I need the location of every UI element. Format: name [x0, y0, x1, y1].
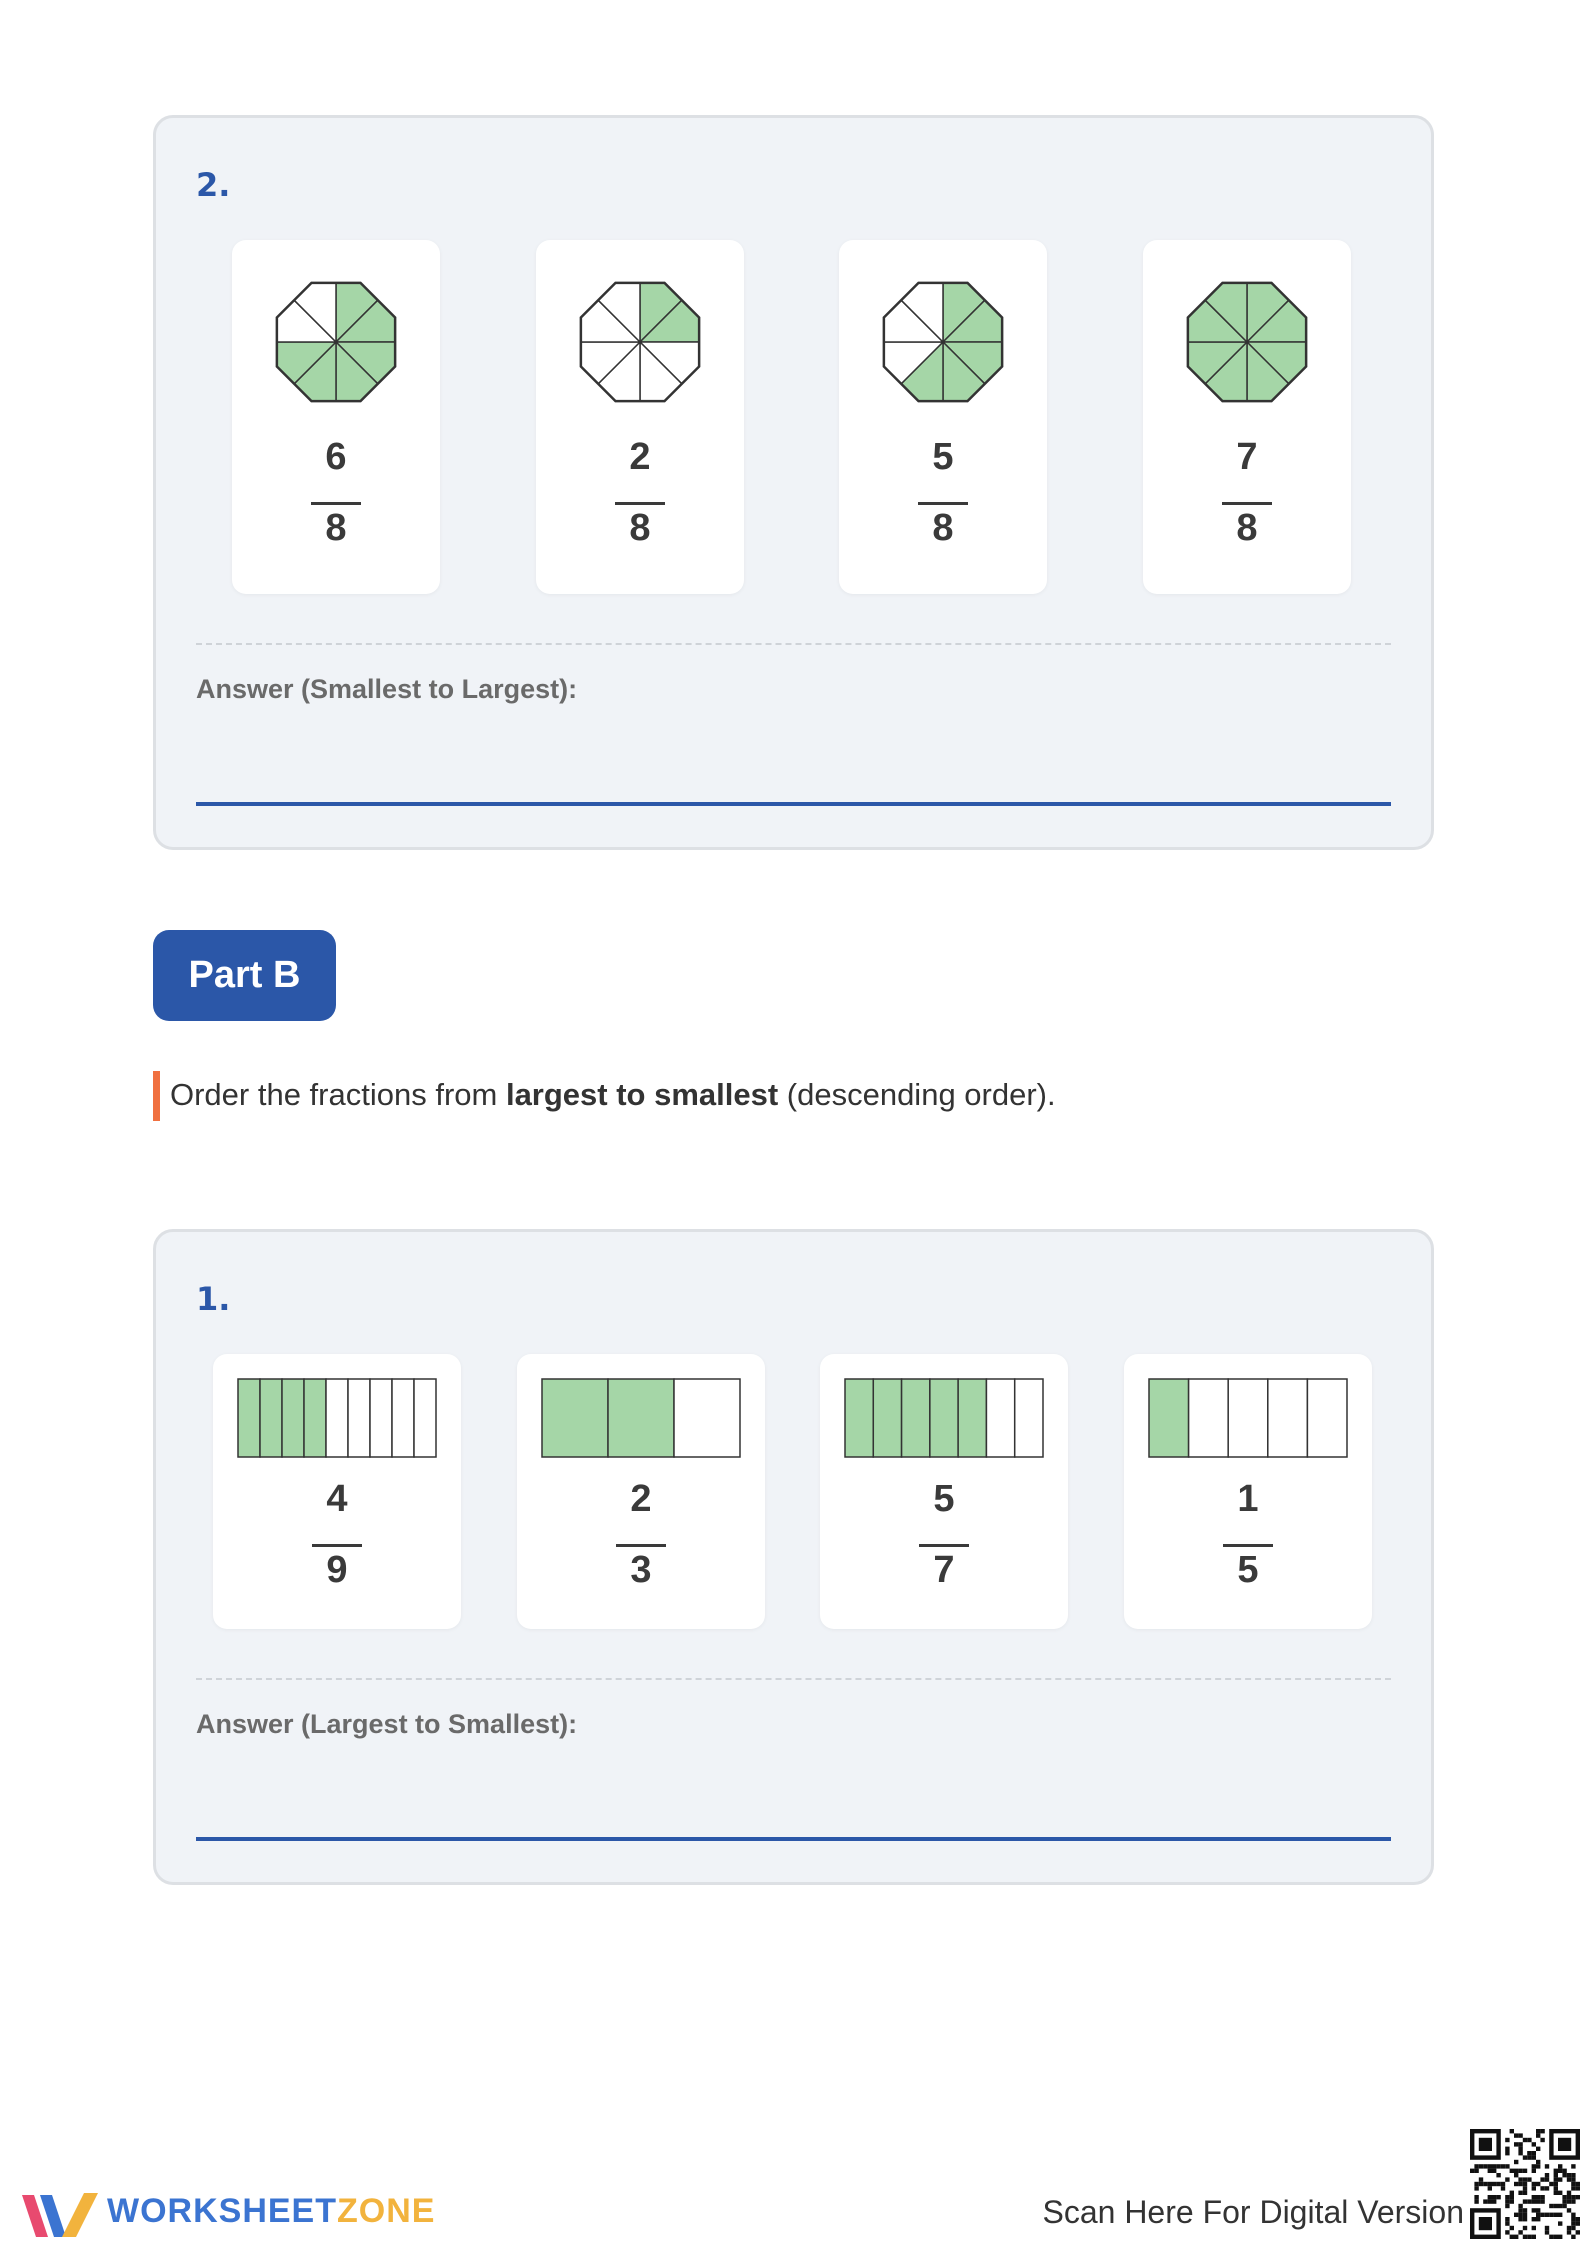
- octagon-fraction-icon: [875, 274, 1011, 410]
- denominator: 7: [933, 1549, 955, 1591]
- numerator: 4: [326, 1478, 348, 1520]
- fraction-bar: [1222, 502, 1272, 505]
- denominator: 8: [932, 507, 954, 549]
- fraction-bar: [919, 1544, 969, 1547]
- fraction-bar: [311, 502, 361, 505]
- logo-word-1: WORKSHEET: [107, 2192, 337, 2230]
- bar-segment: [304, 1379, 326, 1457]
- octagon-fraction-icon: [1179, 274, 1315, 410]
- bar-segment: [674, 1379, 740, 1457]
- bar-segment: [845, 1379, 873, 1457]
- divider: [196, 643, 1391, 645]
- denominator: 5: [1237, 1549, 1259, 1591]
- bar-segment: [930, 1379, 958, 1457]
- bar-segment: [326, 1379, 348, 1457]
- bar-segment: [282, 1379, 304, 1457]
- part-badge: Part B: [153, 930, 336, 1021]
- answer-label: Answer (Largest to Smallest):: [196, 1709, 578, 1739]
- bar-segment: [1228, 1379, 1268, 1457]
- instruction-text: [153, 1071, 1056, 1121]
- bar-segment: [958, 1379, 986, 1457]
- fraction-card: [213, 1354, 461, 1629]
- bar-fraction-icon: [541, 1378, 741, 1458]
- bar-segment: [414, 1379, 436, 1457]
- fraction-card: [1143, 240, 1351, 594]
- fraction-bar: [918, 502, 968, 505]
- bar-segment: [902, 1379, 930, 1457]
- bar-segment: [1149, 1379, 1189, 1457]
- bar-segment: [986, 1379, 1014, 1457]
- worksheetzone-logo-icon: [18, 2185, 108, 2245]
- problem-number: 2.: [196, 166, 231, 204]
- fraction-bar: [615, 502, 665, 505]
- bar-segment: [392, 1379, 414, 1457]
- bar-segment: [260, 1379, 282, 1457]
- bar-segment: [1268, 1379, 1308, 1457]
- answer-line[interactable]: [196, 802, 1391, 806]
- problem-box-2: [153, 115, 1434, 850]
- numerator: 1: [1237, 1478, 1259, 1520]
- denominator: 9: [326, 1549, 348, 1591]
- bar-fraction-icon: [237, 1378, 437, 1458]
- numerator: 2: [629, 436, 651, 478]
- octagon-fraction-icon: [268, 274, 404, 410]
- fraction-card: [232, 240, 440, 594]
- fraction-card: [536, 240, 744, 594]
- numerator: 6: [325, 436, 347, 478]
- denominator: 8: [629, 507, 651, 549]
- bar-fraction-icon: [1148, 1378, 1348, 1458]
- bar-segment: [542, 1379, 608, 1457]
- fraction-card: [517, 1354, 765, 1629]
- problem-box-1: [153, 1229, 1434, 1885]
- fraction-bar: [312, 1544, 362, 1547]
- fraction-bar: [616, 1544, 666, 1547]
- answer-label: Answer (Smallest to Largest):: [196, 674, 578, 704]
- bar-segment: [608, 1379, 674, 1457]
- numerator: 2: [630, 1478, 652, 1520]
- qr-code-icon[interactable]: [1470, 2129, 1580, 2239]
- divider: [196, 1678, 1391, 1680]
- fraction-bar: [1223, 1544, 1273, 1547]
- numerator: 5: [933, 1478, 955, 1520]
- numerator: 5: [932, 436, 954, 478]
- fraction-card: [1124, 1354, 1372, 1629]
- bar-segment: [1307, 1379, 1347, 1457]
- denominator: 8: [1236, 507, 1258, 549]
- instruction-post: (descending order).: [778, 1077, 1056, 1112]
- instruction-pre: Order the fractions from: [170, 1077, 506, 1112]
- bar-fraction-icon: [844, 1378, 1044, 1458]
- bar-segment: [873, 1379, 901, 1457]
- numerator: 7: [1236, 436, 1258, 478]
- fraction-card: [820, 1354, 1068, 1629]
- instruction-bold: largest to smallest: [505, 1077, 779, 1112]
- problem-number: 1.: [196, 1280, 231, 1318]
- scan-text: Scan Here For Digital Version: [1042, 2194, 1464, 2230]
- logo-text: [107, 2192, 435, 2231]
- answer-line[interactable]: [196, 1837, 1391, 1841]
- bar-segment: [238, 1379, 260, 1457]
- bar-segment: [1189, 1379, 1229, 1457]
- fraction-card: [839, 240, 1047, 594]
- bar-segment: [370, 1379, 392, 1457]
- denominator: 8: [325, 507, 347, 549]
- bar-segment: [1015, 1379, 1043, 1457]
- logo-word-2: ZONE: [337, 2192, 436, 2230]
- octagon-fraction-icon: [572, 274, 708, 410]
- denominator: 3: [630, 1549, 652, 1591]
- bar-segment: [348, 1379, 370, 1457]
